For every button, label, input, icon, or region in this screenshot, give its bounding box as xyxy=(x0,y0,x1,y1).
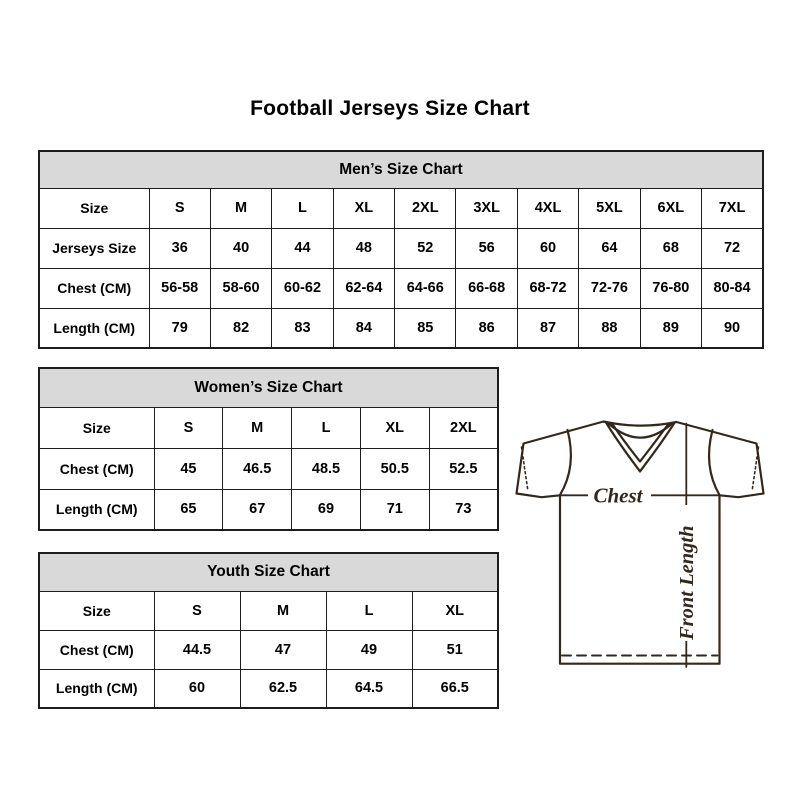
mens-size-table xyxy=(38,150,764,349)
men-value-cell: 82 xyxy=(210,308,271,348)
youth-value-cell: XL xyxy=(412,591,498,630)
men-table-row xyxy=(39,308,763,348)
men-value-cell: 64-66 xyxy=(395,268,456,308)
women-row-label: Chest (CM) xyxy=(39,448,154,489)
men-table-row xyxy=(39,228,763,268)
women-value-cell: XL xyxy=(360,407,429,448)
men-value-cell: L xyxy=(272,188,333,228)
men-value-cell: 76-80 xyxy=(640,268,701,308)
youth-table-row xyxy=(39,669,498,708)
men-value-cell: 36 xyxy=(149,228,210,268)
men-section-title: Men’s Size Chart xyxy=(39,151,763,188)
youth-value-cell: 60 xyxy=(154,669,240,708)
youth-value-cell: M xyxy=(240,591,326,630)
men-value-cell: 60-62 xyxy=(272,268,333,308)
men-value-cell: 2XL xyxy=(395,188,456,228)
women-value-cell: M xyxy=(223,407,292,448)
men-row-label: Length (CM) xyxy=(39,308,149,348)
jersey-measurement-diagram xyxy=(498,400,788,690)
men-value-cell: 87 xyxy=(517,308,578,348)
men-value-cell: 60 xyxy=(517,228,578,268)
men-value-cell: 72 xyxy=(702,228,763,268)
youth-value-cell: 47 xyxy=(240,630,326,669)
youth-value-cell: S xyxy=(154,591,240,630)
youth-value-cell: 44.5 xyxy=(154,630,240,669)
women-table-row xyxy=(39,489,498,530)
youth-value-cell: 51 xyxy=(412,630,498,669)
men-value-cell: 40 xyxy=(210,228,271,268)
men-value-cell: 3XL xyxy=(456,188,517,228)
men-value-cell: 88 xyxy=(579,308,640,348)
men-value-cell: 80-84 xyxy=(702,268,763,308)
women-value-cell: 69 xyxy=(292,489,361,530)
women-value-cell: 65 xyxy=(154,489,223,530)
women-row-label: Size xyxy=(39,407,154,448)
youth-row-label: Size xyxy=(39,591,154,630)
youth-row-label: Length (CM) xyxy=(39,669,154,708)
women-value-cell: S xyxy=(154,407,223,448)
men-value-cell: 52 xyxy=(395,228,456,268)
front-length-label: Front Length xyxy=(675,525,698,640)
women-value-cell: 52.5 xyxy=(429,448,498,489)
youth-size-table xyxy=(38,552,499,709)
men-row-label: Jerseys Size xyxy=(39,228,149,268)
men-value-cell: 66-68 xyxy=(456,268,517,308)
men-value-cell: 62-64 xyxy=(333,268,394,308)
youth-value-cell: 49 xyxy=(326,630,412,669)
women-value-cell: 50.5 xyxy=(360,448,429,489)
youth-value-cell: 64.5 xyxy=(326,669,412,708)
women-table-row xyxy=(39,448,498,489)
men-value-cell: S xyxy=(149,188,210,228)
youth-section-title: Youth Size Chart xyxy=(39,553,498,591)
men-row-label: Chest (CM) xyxy=(39,268,149,308)
jersey-outline-shape xyxy=(517,422,764,664)
men-value-cell: 6XL xyxy=(640,188,701,228)
men-value-cell: XL xyxy=(333,188,394,228)
page-title: Football Jerseys Size Chart xyxy=(250,97,530,120)
men-value-cell: 64 xyxy=(579,228,640,268)
men-value-cell: M xyxy=(210,188,271,228)
men-value-cell: 72-76 xyxy=(579,268,640,308)
men-value-cell: 83 xyxy=(272,308,333,348)
women-table-row xyxy=(39,407,498,448)
youth-value-cell: 66.5 xyxy=(412,669,498,708)
youth-value-cell: L xyxy=(326,591,412,630)
men-row-label: Size xyxy=(39,188,149,228)
men-table-row xyxy=(39,188,763,228)
men-value-cell: 84 xyxy=(333,308,394,348)
chest-label: Chest xyxy=(593,483,643,508)
men-value-cell: 58-60 xyxy=(210,268,271,308)
women-value-cell: 45 xyxy=(154,448,223,489)
men-value-cell: 90 xyxy=(702,308,763,348)
women-section-title: Women’s Size Chart xyxy=(39,368,498,407)
women-value-cell: 48.5 xyxy=(292,448,361,489)
women-value-cell: 46.5 xyxy=(223,448,292,489)
men-value-cell: 56-58 xyxy=(149,268,210,308)
men-value-cell: 68-72 xyxy=(517,268,578,308)
women-value-cell: L xyxy=(292,407,361,448)
women-value-cell: 2XL xyxy=(429,407,498,448)
womens-size-table xyxy=(38,367,499,531)
youth-table-row xyxy=(39,630,498,669)
women-value-cell: 71 xyxy=(360,489,429,530)
men-value-cell: 86 xyxy=(456,308,517,348)
women-row-label: Length (CM) xyxy=(39,489,154,530)
youth-value-cell: 62.5 xyxy=(240,669,326,708)
youth-row-label: Chest (CM) xyxy=(39,630,154,669)
men-value-cell: 7XL xyxy=(702,188,763,228)
men-value-cell: 79 xyxy=(149,308,210,348)
women-value-cell: 67 xyxy=(223,489,292,530)
men-value-cell: 56 xyxy=(456,228,517,268)
men-table-row xyxy=(39,268,763,308)
men-value-cell: 44 xyxy=(272,228,333,268)
youth-table-row xyxy=(39,591,498,630)
men-value-cell: 48 xyxy=(333,228,394,268)
men-value-cell: 85 xyxy=(395,308,456,348)
men-value-cell: 5XL xyxy=(579,188,640,228)
women-value-cell: 73 xyxy=(429,489,498,530)
men-value-cell: 4XL xyxy=(517,188,578,228)
men-value-cell: 89 xyxy=(640,308,701,348)
men-value-cell: 68 xyxy=(640,228,701,268)
